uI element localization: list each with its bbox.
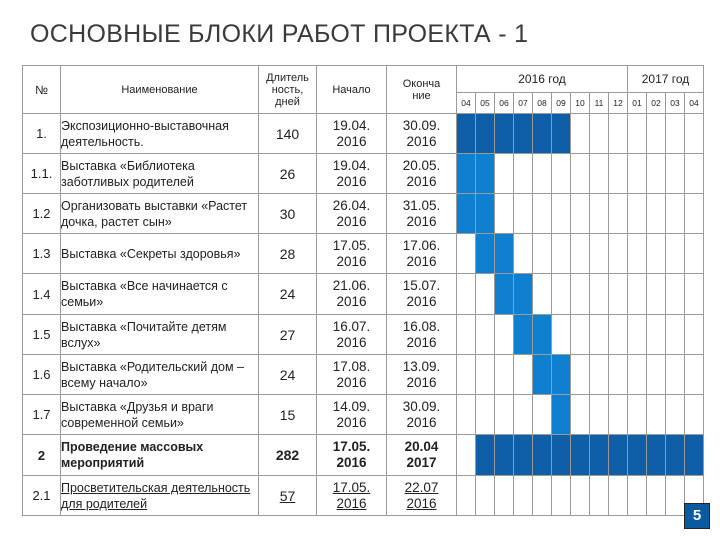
header-month: 03 — [666, 93, 685, 114]
row-end-date-text: 17.06. 2016 — [402, 237, 441, 269]
row-start-date-text: 14.09. 2016 — [332, 398, 371, 430]
gantt-empty-cell — [476, 315, 495, 355]
gantt-empty-cell — [552, 154, 571, 194]
gantt-bar-cell — [552, 355, 571, 395]
gantt-empty-cell — [666, 315, 685, 355]
gantt-empty-cell — [628, 274, 647, 315]
row-start-date — [317, 476, 387, 516]
table-row — [23, 395, 704, 435]
header-month: 10 — [571, 93, 590, 114]
gantt-empty-cell — [457, 355, 476, 395]
row-name — [61, 194, 259, 234]
gantt-bar-cell — [514, 315, 533, 355]
gantt-empty-cell — [514, 194, 533, 234]
header-end: Оконча ние — [387, 66, 457, 114]
gantt-empty-cell — [666, 476, 685, 516]
gantt-bar-cell — [457, 114, 476, 154]
gantt-bar-cell — [590, 435, 609, 476]
row-name-text: Выставка «Секреты здоровья» — [61, 246, 241, 261]
gantt-empty-cell — [533, 194, 552, 234]
gantt-empty-cell — [666, 395, 685, 435]
row-start-date-text: 26.04. 2016 — [332, 197, 371, 229]
header-year-2017: 2017 год — [628, 66, 704, 93]
row-end-date — [387, 435, 457, 476]
row-name-text: Проведение массовых мероприятий — [61, 440, 204, 470]
row-duration-text: 24 — [279, 286, 296, 302]
row-end-date — [387, 274, 457, 315]
table-row — [23, 234, 704, 274]
row-end-date — [387, 114, 457, 154]
row-duration — [259, 194, 317, 234]
row-duration — [259, 476, 317, 516]
table-row — [23, 154, 704, 194]
gantt-bar-cell — [457, 194, 476, 234]
gantt-empty-cell — [533, 274, 552, 315]
gantt-bar-cell — [571, 435, 590, 476]
gantt-empty-cell — [571, 234, 590, 274]
gantt-empty-cell — [685, 234, 704, 274]
gantt-empty-cell — [609, 274, 628, 315]
gantt-empty-cell — [590, 274, 609, 315]
header-year-2016: 2016 год — [457, 66, 628, 93]
row-start-date — [317, 114, 387, 154]
gantt-empty-cell — [552, 194, 571, 234]
row-duration — [259, 435, 317, 476]
row-number: 1.5 — [23, 315, 61, 355]
row-name — [61, 395, 259, 435]
gantt-bar-cell — [666, 435, 685, 476]
row-duration-text: 30 — [279, 205, 296, 222]
gantt-empty-cell — [571, 154, 590, 194]
gantt-empty-cell — [457, 435, 476, 476]
row-duration — [259, 274, 317, 315]
gantt-empty-cell — [685, 274, 704, 315]
gantt-bar-cell — [609, 435, 628, 476]
gantt-bar-cell — [495, 435, 514, 476]
gantt-bar-cell — [514, 435, 533, 476]
gantt-empty-cell — [571, 395, 590, 435]
row-number: 1.1. — [23, 154, 61, 194]
gantt-bar-cell — [533, 315, 552, 355]
gantt-empty-cell — [495, 355, 514, 395]
gantt-bar-cell — [495, 274, 514, 315]
row-duration — [259, 154, 317, 194]
table-row — [23, 476, 704, 516]
gantt-empty-cell — [514, 476, 533, 516]
gantt-bar-cell — [476, 154, 495, 194]
row-start-date-text: 19.04. 2016 — [332, 157, 371, 189]
gantt-empty-cell — [533, 476, 552, 516]
gantt-empty-cell — [628, 355, 647, 395]
row-name-text: Выставка «Почитайте детям вслух» — [61, 319, 227, 350]
gantt-empty-cell — [533, 395, 552, 435]
gantt-empty-cell — [609, 355, 628, 395]
gantt-bar-cell — [514, 274, 533, 315]
gantt-empty-cell — [552, 234, 571, 274]
row-duration-text: 24 — [279, 366, 296, 383]
row-number: 1. — [23, 114, 61, 154]
header-month: 05 — [476, 93, 495, 114]
gantt-empty-cell — [628, 234, 647, 274]
row-start-date-text: 19.04. 2016 — [332, 117, 371, 149]
row-end-date-text: 16.08. 2016 — [402, 318, 441, 350]
gantt-empty-cell — [495, 194, 514, 234]
row-number: 1.4 — [23, 274, 61, 315]
row-start-date-text: 17.05. 2016 — [332, 439, 371, 470]
row-duration — [259, 355, 317, 395]
row-name — [61, 315, 259, 355]
gantt-table — [22, 65, 704, 516]
header-duration: Длитель ность, дней — [259, 66, 317, 114]
gantt-empty-cell — [533, 234, 552, 274]
gantt-empty-cell — [647, 114, 666, 154]
gantt-empty-cell — [666, 234, 685, 274]
row-name-text: Выставка «Все начинается с семьи» — [61, 279, 228, 309]
row-number: 1.3 — [23, 234, 61, 274]
gantt-empty-cell — [685, 114, 704, 154]
row-end-date-text: 30.09. 2016 — [402, 398, 441, 430]
gantt-bar-cell — [552, 435, 571, 476]
gantt-empty-cell — [514, 395, 533, 435]
gantt-empty-cell — [609, 476, 628, 516]
gantt-bar-cell — [514, 114, 533, 154]
row-duration-text: 28 — [279, 245, 296, 262]
table-row — [23, 274, 704, 315]
gantt-empty-cell — [609, 194, 628, 234]
gantt-empty-cell — [609, 395, 628, 435]
table-row — [23, 355, 704, 395]
row-end-date-text: 22.07 2016 — [404, 479, 439, 511]
gantt-bar-cell — [533, 435, 552, 476]
gantt-empty-cell — [590, 154, 609, 194]
page-number-badge: 5 — [684, 503, 710, 529]
row-number: 1.2 — [23, 194, 61, 234]
gantt-empty-cell — [685, 315, 704, 355]
gantt-empty-cell — [495, 315, 514, 355]
row-duration — [259, 395, 317, 435]
row-end-date-text: 30.09. 2016 — [402, 117, 441, 149]
gantt-empty-cell — [685, 355, 704, 395]
row-start-date-text: 17.05. 2016 — [332, 237, 371, 269]
gantt-empty-cell — [476, 274, 495, 315]
gantt-empty-cell — [495, 476, 514, 516]
gantt-empty-cell — [647, 395, 666, 435]
table-row — [23, 114, 704, 154]
gantt-empty-cell — [647, 315, 666, 355]
row-name-text: Выставка «Родительский дом –всему начало» — [61, 359, 244, 390]
row-start-date — [317, 395, 387, 435]
gantt-empty-cell — [533, 154, 552, 194]
header-name: Наименование — [61, 66, 259, 114]
row-end-date — [387, 395, 457, 435]
row-start-date-text: 16.07. 2016 — [332, 318, 371, 350]
gantt-bar-cell — [476, 435, 495, 476]
row-name — [61, 274, 259, 315]
gantt-empty-cell — [476, 355, 495, 395]
row-start-date — [317, 234, 387, 274]
row-end-date — [387, 355, 457, 395]
header-month: 12 — [609, 93, 628, 114]
header-month: 07 — [514, 93, 533, 114]
row-end-date — [387, 476, 457, 516]
gantt-empty-cell — [666, 194, 685, 234]
row-number: 2.1 — [23, 476, 61, 516]
gantt-bar-cell — [552, 114, 571, 154]
gantt-empty-cell — [609, 234, 628, 274]
row-start-date — [317, 154, 387, 194]
gantt-empty-cell — [590, 194, 609, 234]
gantt-bar-cell — [476, 194, 495, 234]
row-start-date — [317, 194, 387, 234]
gantt-empty-cell — [571, 274, 590, 315]
slide-title: ОСНОВНЫЕ БЛОКИ РАБОТ ПРОЕКТА - 1 — [30, 20, 529, 48]
row-name — [61, 476, 259, 516]
row-end-date-text: 13.09. 2016 — [402, 358, 441, 390]
header-month: 06 — [495, 93, 514, 114]
gantt-empty-cell — [647, 476, 666, 516]
gantt-empty-cell — [495, 154, 514, 194]
row-name-text: Просветительская деятельность для родителей — [61, 480, 251, 511]
gantt-empty-cell — [647, 355, 666, 395]
row-duration — [259, 315, 317, 355]
header-num: № — [23, 66, 61, 114]
row-start-date-text: 17.05. 2016 — [332, 479, 371, 511]
gantt-empty-cell — [628, 154, 647, 194]
gantt-empty-cell — [476, 395, 495, 435]
gantt-empty-cell — [590, 114, 609, 154]
gantt-empty-cell — [685, 154, 704, 194]
row-duration-text: 140 — [275, 125, 300, 142]
header-month: 09 — [552, 93, 571, 114]
gantt-empty-cell — [666, 154, 685, 194]
gantt-empty-cell — [514, 234, 533, 274]
gantt-empty-cell — [609, 154, 628, 194]
row-end-date-text: 31.05. 2016 — [402, 197, 441, 229]
gantt-empty-cell — [590, 234, 609, 274]
row-end-date — [387, 154, 457, 194]
gantt-empty-cell — [457, 476, 476, 516]
row-duration — [259, 234, 317, 274]
row-end-date-text: 20.04 2017 — [404, 439, 439, 470]
header-month: 04 — [685, 93, 704, 114]
gantt-empty-cell — [571, 476, 590, 516]
gantt-bar-cell — [476, 234, 495, 274]
row-name — [61, 435, 259, 476]
row-name-text: Организовать выставки «Растет дочка, растет сын» — [61, 198, 248, 229]
gantt-empty-cell — [666, 114, 685, 154]
row-start-date — [317, 315, 387, 355]
header-month: 08 — [533, 93, 552, 114]
gantt-empty-cell — [457, 274, 476, 315]
row-duration-text: 15 — [279, 406, 296, 423]
gantt-empty-cell — [552, 476, 571, 516]
row-number: 1.7 — [23, 395, 61, 435]
row-name — [61, 234, 259, 274]
row-duration-text: 26 — [279, 165, 296, 182]
gantt-empty-cell — [685, 194, 704, 234]
row-name — [61, 114, 259, 154]
row-end-date — [387, 194, 457, 234]
row-end-date — [387, 234, 457, 274]
gantt-empty-cell — [628, 194, 647, 234]
row-end-date-text: 20.05. 2016 — [402, 157, 441, 189]
gantt-bar-cell — [457, 154, 476, 194]
gantt-empty-cell — [628, 395, 647, 435]
row-name-text: Выставка «Друзья и враги современной семьи» — [61, 399, 214, 430]
gantt-empty-cell — [571, 194, 590, 234]
gantt-empty-cell — [609, 114, 628, 154]
row-number: 1.6 — [23, 355, 61, 395]
gantt-empty-cell — [571, 315, 590, 355]
gantt-empty-cell — [514, 154, 533, 194]
row-name — [61, 154, 259, 194]
row-duration — [259, 114, 317, 154]
gantt-empty-cell — [666, 274, 685, 315]
gantt-bar-cell — [533, 114, 552, 154]
gantt-empty-cell — [571, 114, 590, 154]
row-end-date — [387, 315, 457, 355]
gantt-empty-cell — [514, 355, 533, 395]
gantt-empty-cell — [628, 114, 647, 154]
gantt-empty-cell — [647, 274, 666, 315]
gantt-empty-cell — [628, 476, 647, 516]
gantt-empty-cell — [590, 395, 609, 435]
row-duration-text: 27 — [279, 326, 296, 343]
gantt-bar-cell — [476, 114, 495, 154]
gantt-empty-cell — [647, 194, 666, 234]
gantt-empty-cell — [647, 234, 666, 274]
gantt-empty-cell — [628, 315, 647, 355]
table-row — [23, 435, 704, 476]
table-row — [23, 194, 704, 234]
gantt-empty-cell — [552, 315, 571, 355]
row-start-date-text: 21.06. 2016 — [332, 278, 371, 309]
gantt-empty-cell — [647, 154, 666, 194]
row-name — [61, 355, 259, 395]
row-start-date — [317, 355, 387, 395]
gantt-bar-cell — [533, 355, 552, 395]
gantt-empty-cell — [685, 395, 704, 435]
table-row — [23, 315, 704, 355]
row-start-date-text: 17.08. 2016 — [332, 358, 371, 390]
row-duration-text: 282 — [275, 447, 300, 463]
gantt-empty-cell — [609, 315, 628, 355]
row-number: 2 — [23, 435, 61, 476]
row-name-text: Выставка «Библиотека заботливых родителей — [61, 158, 195, 189]
header-month: 01 — [628, 93, 647, 114]
gantt-bar-cell — [495, 114, 514, 154]
gantt-bar-cell — [628, 435, 647, 476]
header-month: 04 — [457, 93, 476, 114]
header-month: 11 — [590, 93, 609, 114]
gantt-bar-cell — [495, 234, 514, 274]
gantt-empty-cell — [552, 274, 571, 315]
gantt-empty-cell — [495, 395, 514, 435]
gantt-empty-cell — [476, 476, 495, 516]
gantt-empty-cell — [590, 476, 609, 516]
gantt-bar-cell — [685, 435, 704, 476]
row-start-date — [317, 435, 387, 476]
gantt-empty-cell — [590, 315, 609, 355]
gantt-empty-cell — [666, 355, 685, 395]
row-name-text: Экспозиционно-выставочная деятельность. — [61, 118, 229, 149]
header-start: Начало — [317, 66, 387, 114]
header-month: 02 — [647, 93, 666, 114]
gantt-empty-cell — [590, 355, 609, 395]
gantt-bar-cell — [647, 435, 666, 476]
gantt-bar-cell — [552, 395, 571, 435]
gantt-empty-cell — [571, 355, 590, 395]
row-duration-text: 57 — [279, 487, 296, 504]
row-start-date — [317, 274, 387, 315]
gantt-empty-cell — [457, 234, 476, 274]
gantt-empty-cell — [457, 315, 476, 355]
row-end-date-text: 15.07. 2016 — [402, 278, 441, 309]
gantt-empty-cell — [457, 395, 476, 435]
